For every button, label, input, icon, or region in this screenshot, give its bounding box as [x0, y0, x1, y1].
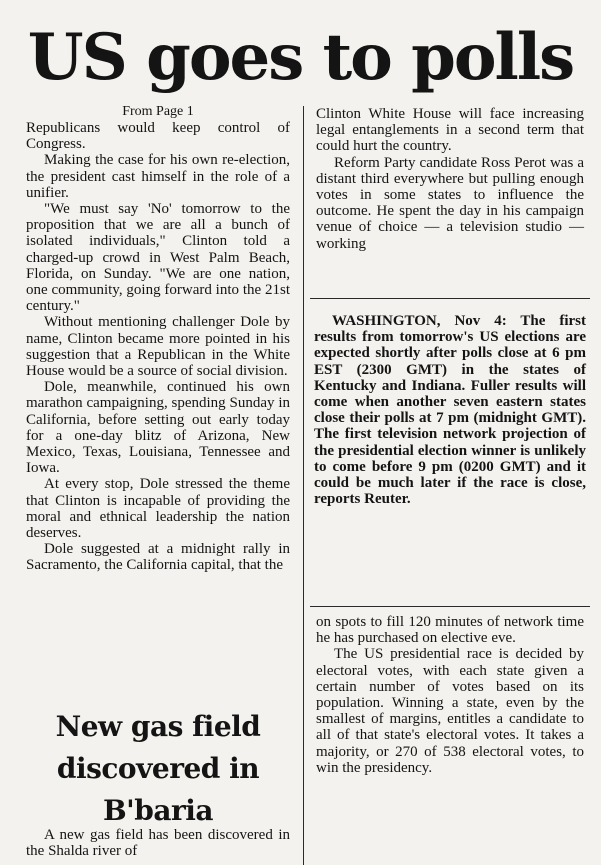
paragraph: The US presidential race is decided by electoral votes, with each state given a certain number of votes based on its population. Winning a state, even by the smallest of margins, entitles a candidate to all of that state's electoral votes. It takes a majority, or 270 of 538 electoral votes, to win the presidency.	[316, 646, 584, 776]
sub-story-lead: A new gas field has been discovered in the Shalda river of	[26, 827, 290, 860]
news-brief-text: WASHINGTON, Nov 4: The first results from tomorrow's US elections are expected shortly after polls close at 6 pm EST (2300 GMT) in the states of Kentucky and Indiana. Fuller results will come when another seven eastern states close their polls at 7 pm (midnight GMT). The first television network projection of the presidential election winner is unlikely to come before 9 pm (0200 GMT) and it could be much later if the race is close, reports Reuter.	[314, 313, 586, 508]
paragraph: Making the case for his own re-election, the president cast himself in the role of a unifier.	[26, 152, 290, 201]
paragraph: At every stop, Dole stressed the theme that Clinton is incapable of providing the moral and ethnical leadership the nation deserves.	[26, 476, 290, 542]
paragraph: on spots to fill 120 minutes of network time he has purchased on elective eve.	[316, 614, 584, 647]
paragraph: Republicans would keep control of Congress.	[26, 120, 290, 153]
dateline: From Page 1	[122, 104, 194, 119]
left-column	[26, 104, 290, 574]
paragraph: Without mentioning challenger Dole by name, Clinton became more pointed in his suggestion that a Republican in the White House would be a source of social division.	[26, 314, 290, 380]
paragraph: Dole, meanwhile, continued his own marathon campaigning, spending Sunday in California, before setting out early today for a one-day blitz of Arizona, New Mexico, Texas, Louisiana, Tennessee and Iowa.	[26, 379, 290, 477]
paragraph: "We must say 'No' tomorrow to the proposition that we are all a bunch of isolated individuals," Clinton told a charged-up crowd in West Palm Beach, Florida, on Sunday. "We are one nation, one community, going forward into the 21st century."	[26, 201, 290, 315]
paragraph: Clinton White House will face increasing legal entanglements in a second term that could hurt the country.	[316, 106, 584, 155]
column-divider	[303, 106, 304, 865]
sub-headline: New gas field discovered in B'baria	[55, 710, 261, 827]
right-top-column	[316, 106, 584, 252]
news-brief	[314, 313, 586, 507]
right-bottom-column	[316, 614, 584, 776]
paragraph: Dole suggested at a midnight rally in Sacramento, the California capital, that the	[26, 541, 290, 574]
right-top-divider	[310, 298, 590, 299]
sub-story-column	[26, 827, 290, 859]
paragraph: Reform Party candidate Ross Perot was a distant third everywhere but pulling enough votes in some states to influence the outcome. He spent the day in his campaign venue of choice — a television studio — working	[316, 154, 584, 252]
right-bottom-divider	[310, 606, 590, 607]
headline: US goes to polls	[27, 20, 574, 95]
